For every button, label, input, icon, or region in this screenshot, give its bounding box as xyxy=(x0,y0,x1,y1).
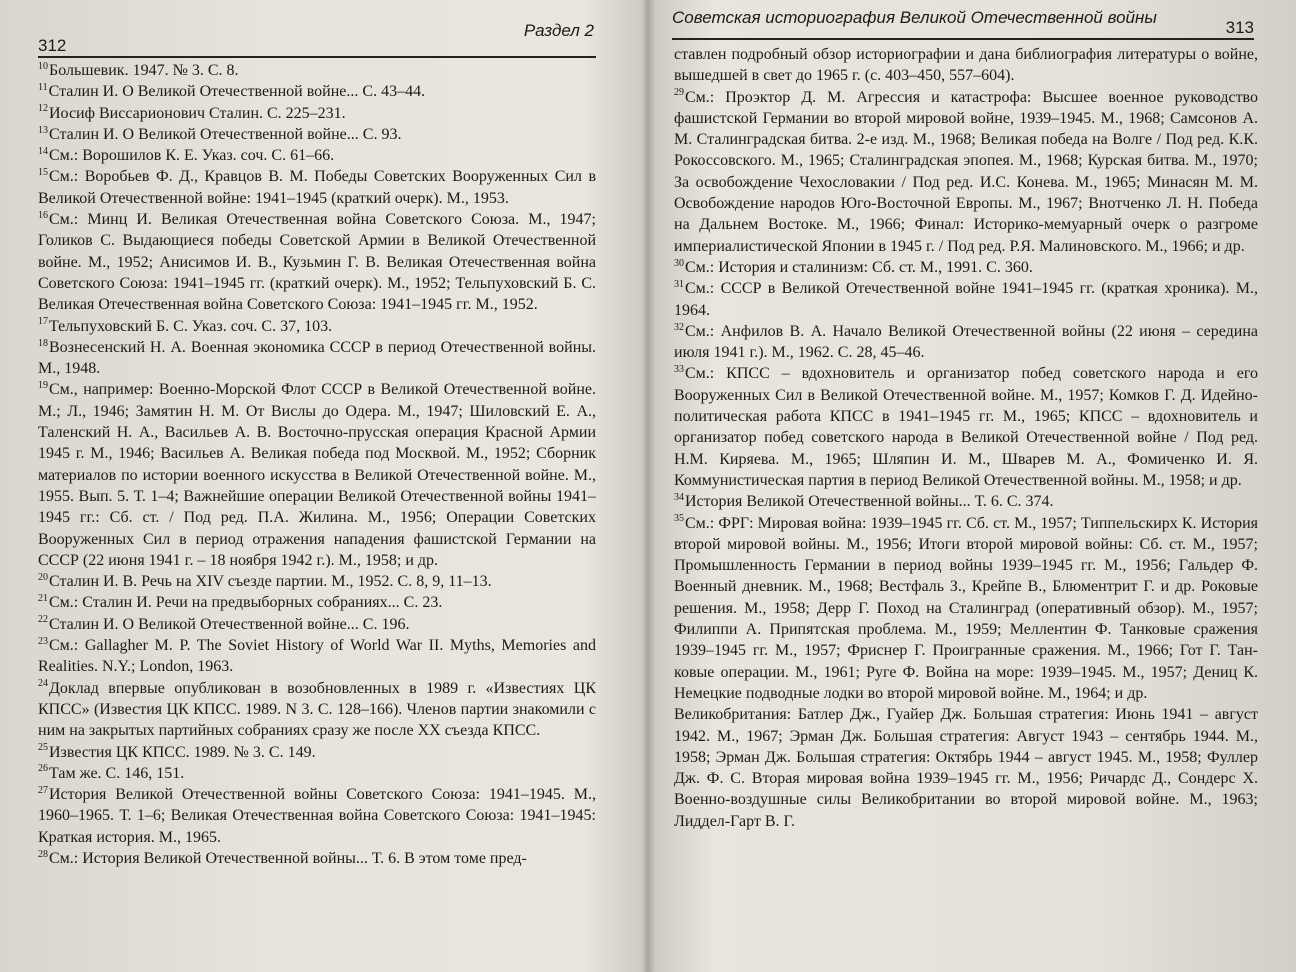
footnotes-list xyxy=(38,60,596,869)
footnote-text: См.: История и сталинизм: Сб. ст. М., 1991. С. 360. xyxy=(685,258,1033,276)
footnote-text: См.: Минц И. Великая Отечественная война Советского Союза. М., 1947; Голиков С. Выдающиеся победы Советской Армии в Великой Отечественной войне. М., 1952; Анисимов И. В., Кузьмин Г. В. Великая Отечественная война Советского Союза: 1941–1945 гг. (краткий очерк). М., 1952; Тельпуховский Б. С. Великая Отечественная война Советского Союза: 1941–1945 гг. М., 1952. xyxy=(38,211,596,314)
footnote xyxy=(38,124,596,145)
page-number: 312 xyxy=(38,36,67,55)
footnote-number: 27 xyxy=(38,784,48,796)
footnote-number: 22 xyxy=(38,614,48,626)
left-page xyxy=(0,0,640,972)
footnote-text: ставлен подробный обзор историографии и дана библиография литературы о войне, вышедшей в свет до 1965 г. (с. 403–450, 557–604). xyxy=(674,46,1258,85)
footnote-text: Сталин И. В. Речь на XIV съезде партии. М., 1952. С. 8, 9, 11–13. xyxy=(49,573,492,591)
right-page xyxy=(652,0,1296,972)
footnote xyxy=(38,614,596,635)
footnote-number: 14 xyxy=(38,145,48,157)
footnote-number: 34 xyxy=(674,491,684,503)
footnotes-list xyxy=(674,44,1258,832)
footnote-number: 13 xyxy=(38,124,48,136)
footnote-text: Иосиф Виссарионович Сталин. С. 225–231. xyxy=(49,104,346,122)
footnote xyxy=(674,704,1258,832)
footnote xyxy=(38,209,596,315)
footnote-text: Там же. С. 146, 151. xyxy=(49,764,185,782)
footnote-number: 24 xyxy=(38,678,48,690)
footnote-text: См.: История Великой Отечественной войны... Т. 6. В этом томе пред- xyxy=(49,849,527,867)
footnote-text: Доклад впервые опубликован в возобновленных в 1989 г. «Известиях ЦК КПСС» (Известия ЦК КПСС. 1989. N 3. С. 128–166). Членов партии знакомили с ним на закрытых партийных собраниях сразу же после XX съезда КПСС. xyxy=(38,679,596,740)
footnote-text: См.: Gallagher M. P. The Soviet History of World War II. Myths, Memories and Realities. N.Y.; London, 1963. xyxy=(38,637,596,676)
footnote xyxy=(38,571,596,592)
footnote xyxy=(674,278,1258,321)
footnote-text: Тельпуховский Б. С. Указ. соч. С. 37, 103. xyxy=(49,317,333,335)
footnote-text: См.: Анфилов В. А. Начало Великой Отечественной войны (22 июня – середина июля 1941 г.). М., 1962. С. 28, 45–46. xyxy=(674,322,1258,362)
footnote xyxy=(674,513,1258,705)
footnote xyxy=(38,742,596,763)
footnote-text: Известия ЦК КПСС. 1989. № 3. С. 149. xyxy=(49,743,316,761)
footnote-text: История Великой Отечественной войны... Т. 6. С. 374. xyxy=(685,493,1054,511)
footnote xyxy=(38,678,596,742)
footnote-number: 23 xyxy=(38,635,48,647)
footnote xyxy=(38,592,596,613)
footnote xyxy=(38,784,596,848)
footnote xyxy=(38,145,596,166)
footnote xyxy=(38,379,596,571)
footnote-text: Великобритания: Батлер Дж., Гуайер Дж. Большая стратегия: Июнь 1941 – август 1942. М., 1967; Эрман Дж. Большая стратегия: Август 1943 – сентябрь 1944. М., 1958; Эрман Дж. Большая стратегия: Октябрь 1944 – август 1945. М., 1958; Фуллер Дж. Ф. С. Вторая мировая война 1939–1945 гг. М., 1956; Ричардс Д., Сондерс Х. Военно-воздушные силы Великобритании во второй мировой войне. М., 1963; Лиддел-Гарт В. Г. xyxy=(674,706,1258,830)
footnote xyxy=(38,81,596,102)
footnote xyxy=(38,848,596,869)
footnote-text: Сталин И. О Великой Отечественной войне... С. 196. xyxy=(49,615,410,633)
footnote xyxy=(38,635,596,678)
footnote-number: 15 xyxy=(38,167,48,179)
footnote xyxy=(674,44,1258,87)
footnote-text: См.: КПСС – вдохновитель и организатор побед советского народа и его Вооруженных Сил в Великой Отечественной войне. М., 1957; Комков Г. Д. Идейно-политическая работа КПСС в 1941–1945 гг. М., 1965; КПСС – вдохновитель и организатор побед советского народа в Великой Отечественной войне / Под ред. Н.М. Киряева. М., 1965; Шляпин И. М., Шварев М. А., Фомиченко И. Я. Коммунистическая партия в период Великой Отечественной войны. М., 1958; и др. xyxy=(674,365,1258,489)
running-title: Советская историография Великой Отечественной войны xyxy=(672,8,1157,27)
footnote-number: 35 xyxy=(674,513,684,525)
footnote-text: См.: СССР в Великой Отечественной войне 1941–1945 гг. (краткая хроника). М., 1964. xyxy=(674,280,1258,319)
footnote xyxy=(38,60,596,81)
footnote-text: См.: Проэктор Д. М. Агрессия и катастрофа: Высшее военное руководство фашистской Германии во второй мировой войне, 1939–1945. М., 1968; Самсонов А. М. Сталинградская битва. 2-е изд. М., 1968; Великая победа на Волге / Под ред. К.К. Рокоссовского. М., 1965; Сталинградская эпопея. М., 1968; Курская битва. М., 1970; За освобождение Чехословакии / Под ред. И.С. Конева. М., 1965; Минасян М. М. Освобождение народов Юго-Восточной Европы. М., 1967; Внотченко Л. Н. Победа на Дальнем Востоке. М., 1966; Финал: Историко-мемуарный очерк о разгроме империалистической Японии в 1945 г. / Под ред. Р.Я. Малиновского. М., 1966; и др. xyxy=(674,88,1258,255)
footnote xyxy=(38,103,596,124)
footnote xyxy=(674,491,1258,512)
footnote-text: Вознесенский Н. А. Военная экономика СССР в период Отечественной войны. М., 1948. xyxy=(38,338,596,378)
footnote-text: См.: Ворошилов К. Е. Указ. соч. С. 61–66. xyxy=(49,147,335,165)
footnote xyxy=(674,87,1258,257)
footnote xyxy=(674,321,1258,364)
footnote xyxy=(38,166,596,209)
footnote-number: 19 xyxy=(38,380,48,392)
right-page-header xyxy=(672,4,1254,40)
footnote-number: 16 xyxy=(38,209,48,221)
footnote xyxy=(674,257,1258,278)
footnote-number: 12 xyxy=(38,103,48,115)
footnote-number: 32 xyxy=(674,321,684,333)
footnote-number: 33 xyxy=(674,364,684,376)
footnote-number: 20 xyxy=(38,571,48,583)
footnote-number: 17 xyxy=(38,316,48,328)
footnote-number: 26 xyxy=(38,763,48,775)
footnote-text: См.: ФРГ: Мировая война: 1939–1945 гг. Сб. ст. М., 1957; Типпельскирх К. История второй мировой войны. М., 1956; Итоги второй мировой войны: Сб. ст. М., 1957; Промышленность Германии в период войны 1939–1945 гг. М., 1956; Гальдер Ф. Военный дневник. М., 1968; Вестфаль З., Крейпе В., Блюментрит Г. и др. Роковые решения. М., 1958; Дерр Г. Поход на Сталинград (оперативный обзор). М., 1957; Филиппи А. Припятская проблема. М., 1959; Меллентин Ф. Танковые сражения 1939–1945 гг. М., 1957; Фриснер Г. Проигранные сражения. М., 1966; Гот Г. Тан-ковые операции. М., 1961; Руге Ф. Война на море: 1939–1945. М., 1957; Дениц К. Немецкие подводные лодки во второй мировой войне. М., 1964; и др. xyxy=(674,514,1258,702)
footnote xyxy=(674,363,1258,491)
footnote-number: 30 xyxy=(674,257,684,269)
header-rule xyxy=(38,56,596,58)
page-number: 313 xyxy=(1225,18,1254,37)
footnote-text: Сталин И. О Великой Отечественной войне... С. 43–44. xyxy=(48,83,426,101)
footnote-number: 28 xyxy=(38,848,48,860)
footnote-number: 21 xyxy=(38,593,48,605)
left-page-header xyxy=(38,18,596,58)
footnote-text: См., например: Военно-Морской Флот СССР в Великой Отечественной войне. М.; Л., 1946; Замятин Н. М. От Вислы до Одера. М., 1947; Шиловский Е. А., Таленский Н. А., Васильев А. В. Восточно-прусская операция Красной Армии 1945 г. М., 1946; Васильев А. Великая победа под Москвой. М., 1952; Сборник материалов по истории военного искусства в Великой Отечественной войне. М., 1955. Вып. 5. Т. 1–4; Важнейшие операции Великой Отечественной войны 1941–1945 гг.: Сб. ст. / Под ред. П.А. Жилина. М., 1956; Операции Советских Вооруженных Сил в период отражения нападения фашистской Германии на СССР (22 июня 1941 г. – 18 ноября 1942 г.). М., 1958; и др. xyxy=(38,381,596,569)
footnote-number: 11 xyxy=(38,81,48,93)
footnote-text: См.: Воробьев Ф. Д., Кравцов В. М. Победы Советских Вооруженных Сил в Великой Отечественной войне: 1941–1945 (краткий очерк). М., 1953. xyxy=(38,168,596,207)
section-title: Раздел 2 xyxy=(523,21,594,40)
footnote xyxy=(38,316,596,337)
footnote-text: История Великой Отечественной войны Советского Союза: 1941–1945. М., 1960–1965. Т. 1–6; Великая Отечественная война Советского Союза: 1941–1945: Краткая история. М., 1965. xyxy=(38,786,596,846)
footnote-text: Сталин И. О Великой Отечественной войне... С. 93. xyxy=(49,125,402,143)
footnote-text: Большевик. 1947. № 3. С. 8. xyxy=(49,62,239,79)
footnote-text: См.: Сталин И. Речи на предвыборных собраниях... С. 23. xyxy=(49,594,443,612)
footnote-number: 25 xyxy=(38,742,48,754)
footnote-number: 18 xyxy=(38,337,48,349)
header-rule xyxy=(672,38,1254,40)
footnote xyxy=(38,337,596,380)
footnote-number: 10 xyxy=(38,60,48,72)
footnote-number: 29 xyxy=(674,87,684,99)
footnote-number: 31 xyxy=(674,278,684,290)
footnote xyxy=(38,763,596,784)
